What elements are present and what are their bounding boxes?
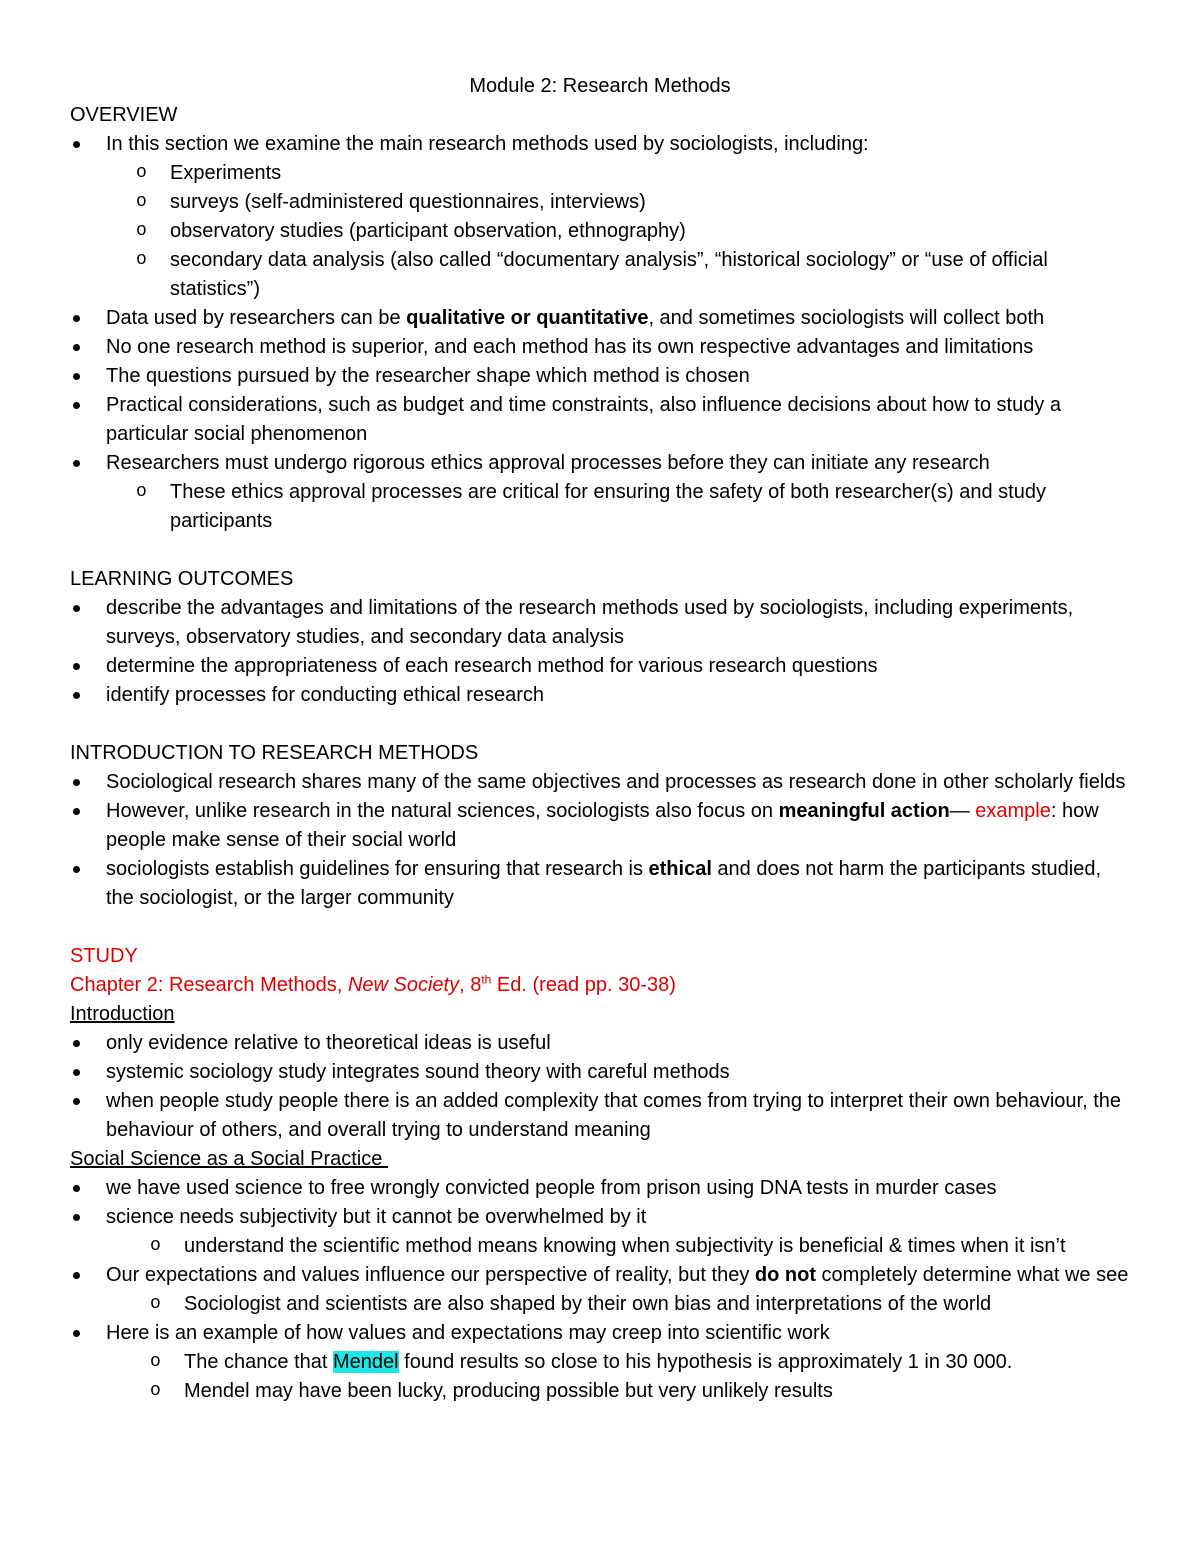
text-run: and does not harm the participants studied, the sociologist, or the larger community [106,858,1102,909]
sub-list-item: o Experiments [106,159,1130,188]
list-item-text: science needs subjectivity but it cannot be overwhelmed by it [106,1206,647,1228]
text-run: sociologists establish guidelines for ensuring that research is [106,858,649,880]
list-item: when people study people there is an added complexity that comes from trying to interpret their own behaviour, the behaviour of others, and overall trying to understand meaning [70,1087,1130,1145]
book-title: New Society [347,974,460,996]
text-run: Data used by researchers can be [106,307,407,329]
intro-research-list [70,768,1130,913]
list-item-text: Researchers must undergo rigorous ethics approval processes before they can initiate any research [106,452,990,474]
text-run: — [949,800,976,822]
chapter-title: Chapter 2: Research Methods [70,974,337,996]
overview-list [70,130,1130,536]
list-item [70,1261,1130,1319]
list-item [70,1319,1130,1406]
introduction-subheading: Introduction [70,1003,175,1025]
sub-list-item: o secondary data analysis (also called “documentary analysis”, “historical sociology” or “use of official statistics”) [106,246,1130,304]
list-item: No one research method is superior, and each method has its own respective advantages and limitations [70,333,1130,362]
text-run: Our expectations and values influence our perspective of reality, but they [106,1264,755,1286]
study-intro-list [70,1029,1130,1145]
text-run: Ed. (read pp. 30-38) [491,974,676,996]
sub-list-item [106,1348,1130,1377]
list-item [70,130,1130,304]
list-item: The questions pursued by the researcher shape which method is chosen [70,362,1130,391]
emphasis-text: meaningful action [778,800,950,822]
sub-list-item: o surveys (self-administered questionnaires, interviews) [106,188,1130,217]
social-science-subheading: Social Science as a Social Practice [70,1148,388,1170]
list-item-text: In this section we examine the main research methods used by sociologists, including: [106,133,869,155]
text-run: , [336,974,348,996]
text-run: , 8 [459,974,482,996]
list-item: Practical considerations, such as budget and time constraints, also influence decisions about how to study a particular social phenomenon [70,391,1130,449]
sub-list-item: o Mendel may have been lucky, producing possible but very unlikely results [106,1377,1130,1406]
list-item: Sociological research shares many of the same objectives and processes as research done in other scholarly fields [70,768,1130,797]
list-item: systemic sociology study integrates sound theory with careful methods [70,1058,1130,1087]
subjectivity-sublist [106,1232,1130,1261]
learning-outcomes-heading: LEARNING OUTCOMES [70,568,294,590]
list-item: determine the appropriateness of each research method for various research questions [70,652,1130,681]
list-item: identify processes for conducting ethical research [70,681,1130,710]
emphasis-text: do not [754,1264,816,1286]
outcomes-list [70,594,1130,710]
chapter-reference [70,971,1130,1000]
list-item [70,304,1130,333]
text-run: found results so close to his hypothesis is approximately 1 in 30 000. [398,1351,1013,1373]
highlighted-text: Mendel [332,1351,399,1373]
list-item [70,1203,1130,1261]
list-item [70,797,1130,855]
sub-list-item: o understand the scientific method means knowing when subjectivity is beneficial & times when it isn’t [106,1232,1130,1261]
example-label: example [975,800,1051,822]
ethics-sublist [106,478,1130,536]
bias-sublist [106,1290,1130,1319]
sub-list-item: o observatory studies (participant observation, ethnography) [106,217,1130,246]
sub-list-item: o Sociologist and scientists are also shaped by their own bias and interpretations of the world [106,1290,1130,1319]
methods-sublist [106,159,1130,304]
intro-research-heading: INTRODUCTION TO RESEARCH METHODS [70,742,479,764]
text-run: The chance that [184,1351,333,1373]
mendel-sublist [106,1348,1130,1406]
social-science-list [70,1174,1130,1406]
study-heading: STUDY [70,945,138,967]
emphasis-text: ethical [648,858,712,880]
text-run: : how people make sense of their social world [106,800,1099,851]
text-run: , and sometimes sociologists will collect both [648,307,1045,329]
list-item: only evidence relative to theoretical ideas is useful [70,1029,1130,1058]
edition-superscript: th [481,972,492,987]
list-item: describe the advantages and limitations of the research methods used by sociologists, including experiments, surveys, observatory studies, and secondary data analysis [70,594,1130,652]
text-run: However, unlike research in the natural sciences, sociologists also focus on [106,800,779,822]
list-item [70,855,1130,913]
overview-heading: OVERVIEW [70,104,178,126]
sub-list-item: o These ethics approval processes are critical for ensuring the safety of both researcher(s) and study participants [106,478,1130,536]
list-item: we have used science to free wrongly convicted people from prison using DNA tests in murder cases [70,1174,1130,1203]
emphasis-text: qualitative or quantitative [406,307,649,329]
page-title: Module 2: Research Methods [469,75,731,97]
list-item [70,449,1130,536]
list-item-text: Here is an example of how values and expectations may creep into scientific work [106,1322,830,1344]
text-run: completely determine what we see [815,1264,1129,1286]
